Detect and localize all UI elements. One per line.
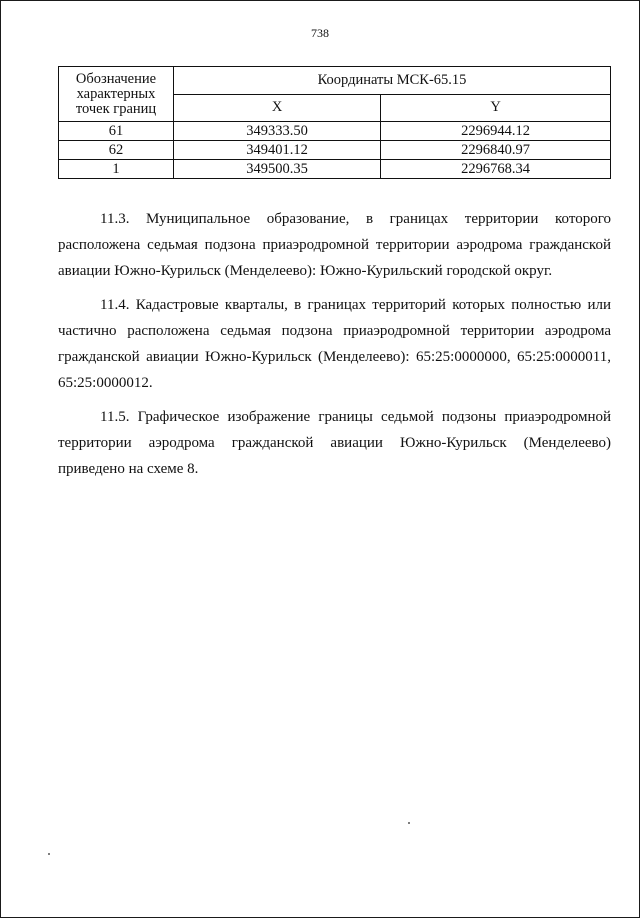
- table-row: [59, 141, 611, 160]
- paragraph-11-3: 11.3. Муниципальное образование, в границах территории которого расположена седьмая подзона приаэродромной территории аэродрома гражданской авиации Южно-Курильск (Менделеево): Южно-Курильский городской округ.: [58, 211, 611, 279]
- x-coordinate: 349401.12: [174, 141, 381, 160]
- point-id: 61: [59, 122, 174, 141]
- page-number: 738: [311, 26, 329, 40]
- x-coordinate: 349500.35: [174, 160, 381, 179]
- header-x: X: [174, 94, 381, 122]
- header-y: Y: [381, 94, 611, 122]
- scan-speck: [48, 853, 50, 855]
- paragraph-11-4: 11.4. Кадастровые кварталы, в границах территорий которых полностью или частично расположена седьмая подзона приаэродромной территории аэродрома гражданской авиации Южно-Курильск (Менделеево): 65:25:0000000, 65:25:0000011, 65:25:0000012.: [58, 297, 611, 391]
- table-row: [59, 160, 611, 179]
- point-id: 1: [59, 160, 174, 179]
- y-coordinate: 2296840.97: [381, 141, 611, 160]
- paragraph-11-5: 11.5. Графическое изображение границы седьмой подзоны приаэродромной территории аэродрома гражданской авиации Южно-Курильск (Менделеево) приведено на схеме 8.: [58, 409, 611, 477]
- point-id: 62: [59, 141, 174, 160]
- x-coordinate: 349333.50: [174, 122, 381, 141]
- body-text: [58, 206, 611, 490]
- coordinates-table: [58, 66, 611, 179]
- header-coordinate-system: Координаты МСК-65.15: [174, 67, 611, 95]
- y-coordinate: 2296768.34: [381, 160, 611, 179]
- table-row: [59, 122, 611, 141]
- scan-speck: [408, 822, 410, 824]
- header-boundary-points: Обозначение характерных точек границ: [59, 67, 174, 122]
- y-coordinate: 2296944.12: [381, 122, 611, 141]
